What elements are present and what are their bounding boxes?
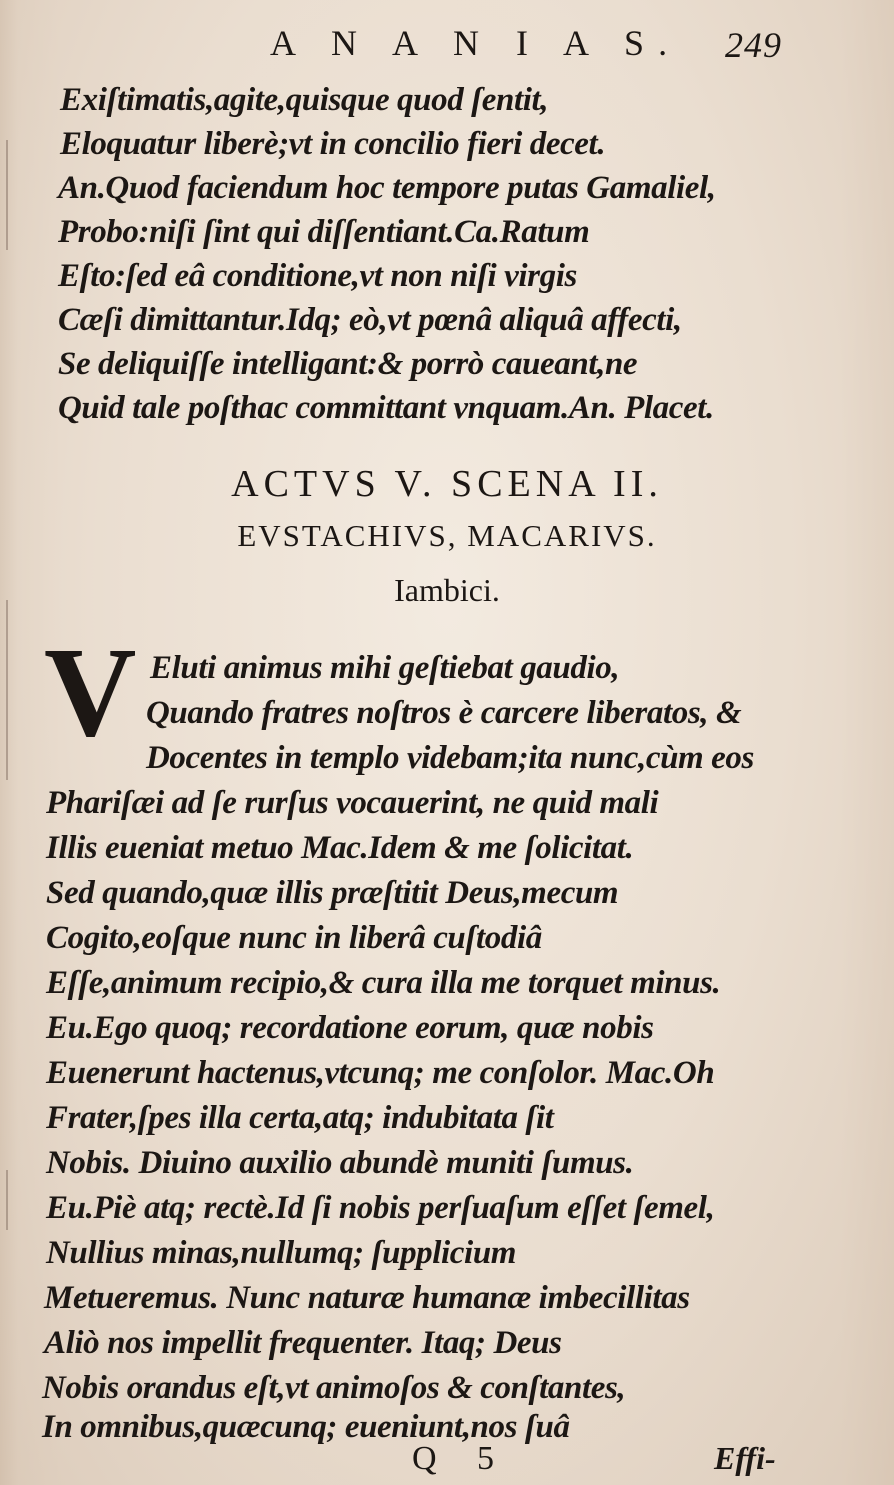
text-line: Docentes in templo videbam;ita nunc,cùm eos <box>146 740 754 776</box>
text-line: Eu.Piè atq; rectè.Id ſi nobis perſuaſum eſſet ſemel, <box>46 1190 715 1226</box>
text-line: An.Quod faciendum hoc tempore putas Gamaliel, <box>58 170 716 206</box>
running-head <box>0 22 894 66</box>
text-line: Eu.Ego quoq; recordatione eorum, quæ nobis <box>46 1010 654 1046</box>
text-line: Metueremus. Nunc naturæ humanæ imbecillitas <box>44 1280 690 1316</box>
scene-heading: ACTVS V. SCENA II. <box>231 463 663 505</box>
running-title: A N A N I A S. <box>270 23 682 63</box>
text-line: Quid tale poſthac committant vnquam.An. Placet. <box>58 390 714 426</box>
catchword: Effi- <box>714 1440 776 1476</box>
text-line: Euenerunt hactenus,vtcunq; me conſolor. Mac.Oh <box>46 1055 715 1091</box>
gutter-shadow <box>6 1170 8 1230</box>
text-line: Sed quando,quæ illis præſtitit Deus,mecum <box>46 875 619 911</box>
gutter-shadow <box>6 600 8 780</box>
text-line: In omnibus,quæcunq; eueniunt,nos ſuâ <box>42 1409 570 1445</box>
scene-meter: Iambici. <box>394 572 500 608</box>
text-line: Eſto:ſed eâ conditione,vt non niſi virgis <box>58 258 577 294</box>
text-line: Illis eueniat metuo Mac.Idem & me ſolicitat. <box>46 830 634 866</box>
text-line: Nullius minas,nullumq; ſupplicium <box>46 1235 517 1271</box>
text-line: Frater,ſpes illa certa,atq; indubitata ſit <box>46 1100 554 1136</box>
text-line: Cæſi dimittantur.Idq; eò,vt pœnâ aliquâ affecti, <box>58 302 682 338</box>
text-line: Probo:niſi ſint qui diſſentiant.Ca.Ratum <box>58 214 590 250</box>
text-line: Eluti animus mihi geſtiebat gaudio, <box>150 650 620 686</box>
text-line: Eſſe,animum recipio,& cura illa me torquet minus. <box>46 965 721 1001</box>
text-line: Se deliquiſſe intelligant:& porrò caueant,ne <box>58 346 638 382</box>
text-line: Quando fratres noſtros è carcere liberatos, & <box>146 695 742 731</box>
drop-cap-initial: V <box>44 621 137 763</box>
text-line: Exiſtimatis,agite,quisque quod ſentit, <box>60 82 549 118</box>
text-line: Cogito,eoſque nunc in liberâ cuſtodiâ <box>46 920 542 956</box>
scene-persons: EVSTACHIVS, MACARIVS. <box>237 518 657 553</box>
text-line: Eloquatur liberè;vt in concilio fieri decet. <box>60 126 606 162</box>
page-number: 249 <box>725 25 782 65</box>
text-line: Nobis. Diuino auxilio abundè muniti ſumus. <box>46 1145 634 1181</box>
signature-mark: Q 5 <box>412 1440 511 1477</box>
text-line: Nobis orandus eſt,vt animoſos & conſtantes, <box>42 1370 626 1406</box>
gutter-shadow <box>6 140 8 250</box>
text-line: Phariſæi ad ſe rurſus vocauerint, ne quid mali <box>46 785 659 821</box>
text-line: Aliò nos impellit frequenter. Itaq; Deus <box>44 1325 562 1361</box>
